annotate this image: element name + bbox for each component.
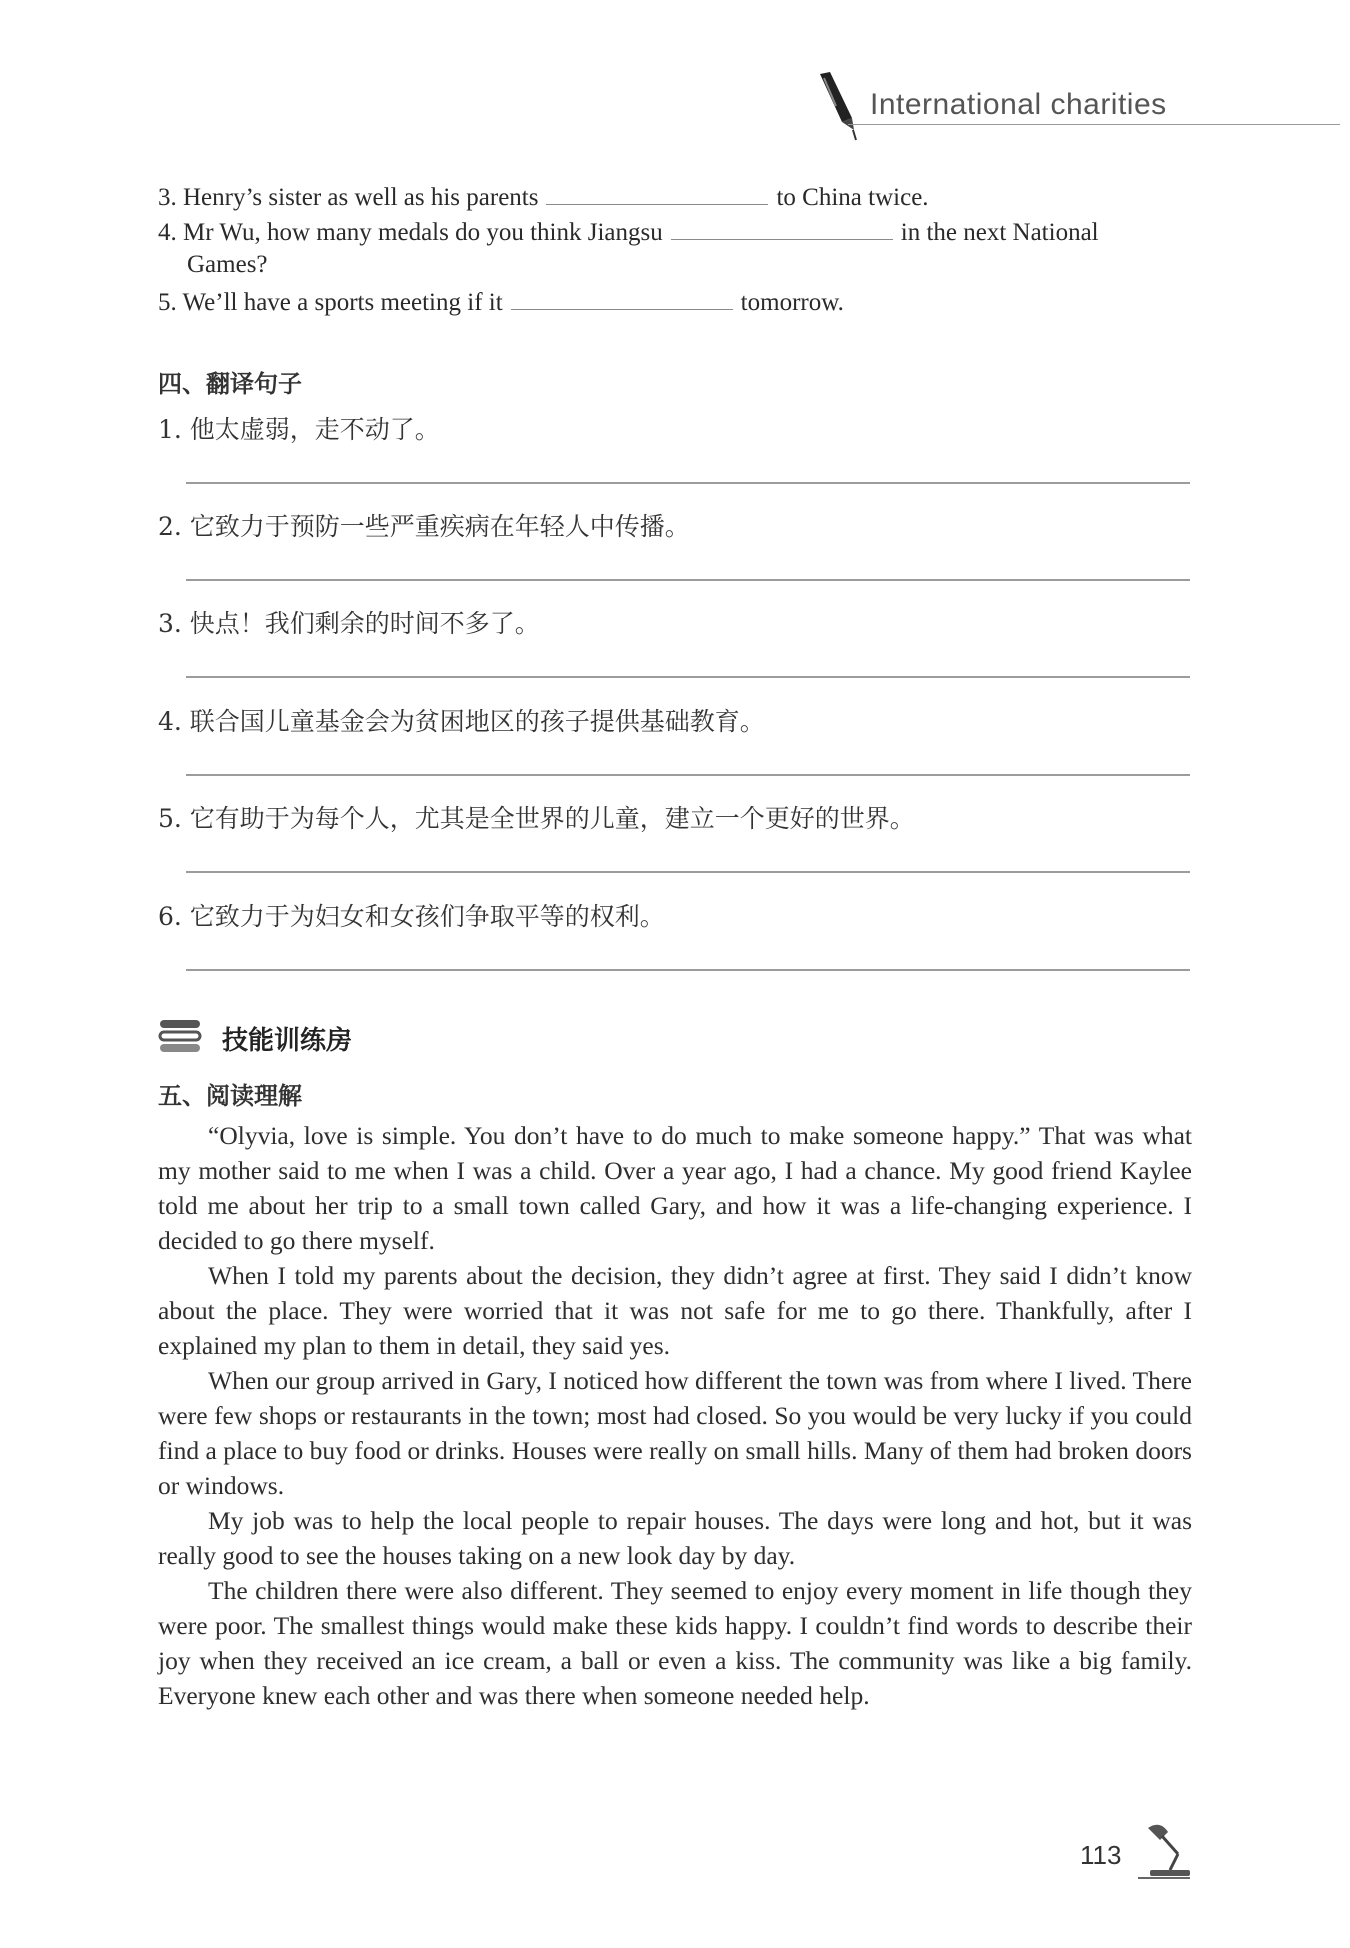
fill-item-text: 4. Mr Wu, how many medals do you think Jiangsu	[158, 219, 663, 246]
answer-line[interactable]	[186, 579, 1190, 581]
translation-heading: 四、翻译句子	[158, 370, 302, 398]
fill-item-text: 3. Henry’s sister as well as his parents	[158, 184, 539, 211]
header-title: International charities	[870, 88, 1167, 121]
paragraph: “Olyvia, love is simple. You don’t have to do much to make someone happy.” That was what my mother said to me when I was a child. Over a year ago, I had a chance. My good friend Kaylee told me about her trip to a small town called Gary, and how it was a life-changing experience. I decided to go there myself.	[158, 1121, 1192, 1255]
reading-passage	[158, 1118, 1192, 1713]
fill-item-text: tomorrow.	[740, 289, 844, 316]
answer-line[interactable]	[186, 482, 1190, 484]
fill-item-text: to China twice.	[776, 184, 929, 211]
answer-blank[interactable]	[511, 283, 733, 310]
translation-item-6: 6. 它致力于为妇女和女孩们争取平等的权利。	[158, 902, 665, 931]
answer-line[interactable]	[186, 969, 1190, 971]
fill-item-text: 5. We’ll have a sports meeting if it	[158, 289, 503, 316]
answer-line[interactable]	[186, 676, 1190, 678]
paragraph: When I told my parents about the decision, they didn’t agree at first. They said I didn’t know about the place. They were worried that it was not safe for me to go there. Thankfully, after I explained my plan to them in detail, they said yes.	[158, 1261, 1192, 1360]
fill-item-text: in the next National	[900, 219, 1099, 246]
pen-icon	[812, 70, 868, 142]
answer-blank[interactable]	[671, 213, 893, 240]
page-number: 113	[1080, 1840, 1122, 1870]
paragraph: The children there were also different. They seemed to enjoy every moment in life though they were poor. The smallest things would make these kids happy. I couldn’t find words to describe their joy when they received an ice cream, a ball or even a kiss. The community was like a big family. Everyone knew each other and was there when someone needed help.	[158, 1576, 1192, 1710]
fill-item-4	[158, 213, 1099, 250]
translation-item-2: 2. 它致力于预防一些严重疾病在年轻人中传播。	[158, 512, 690, 541]
paragraph: My job was to help the local people to repair houses. The days were long and hot, but it was really good to see the houses taking on a new look day by day.	[158, 1506, 1192, 1570]
answer-line[interactable]	[186, 871, 1190, 873]
reading-heading: 五、阅读理解	[158, 1082, 302, 1110]
fill-item-3	[158, 178, 929, 215]
translation-item-4: 4. 联合国儿童基金会为贫困地区的孩子提供基础教育。	[158, 707, 765, 736]
fill-item-5	[158, 283, 844, 320]
desk-lamp-icon	[1130, 1818, 1196, 1880]
header-divider	[848, 124, 1340, 125]
paragraph: When our group arrived in Gary, I noticed how different the town was from where I lived. There were few shops or restaurants in the town; most had closed. So you would be very lucky if you could find a place to buy food or drinks. Houses were really on small hills. Many of them had broken doors or windows.	[158, 1366, 1192, 1500]
translation-item-1: 1. 他太虚弱，走不动了。	[158, 415, 440, 444]
layers-icon	[158, 1016, 204, 1058]
translation-item-3: 3. 快点！我们剩余的时间不多了。	[158, 609, 540, 638]
skills-title: 技能训练房	[222, 1026, 353, 1056]
answer-blank[interactable]	[546, 178, 768, 205]
translation-item-5: 5. 它有助于为每个人，尤其是全世界的儿童，建立一个更好的世界。	[158, 804, 915, 833]
fill-item-4-continuation: Games?	[187, 251, 268, 278]
answer-line[interactable]	[186, 774, 1190, 776]
